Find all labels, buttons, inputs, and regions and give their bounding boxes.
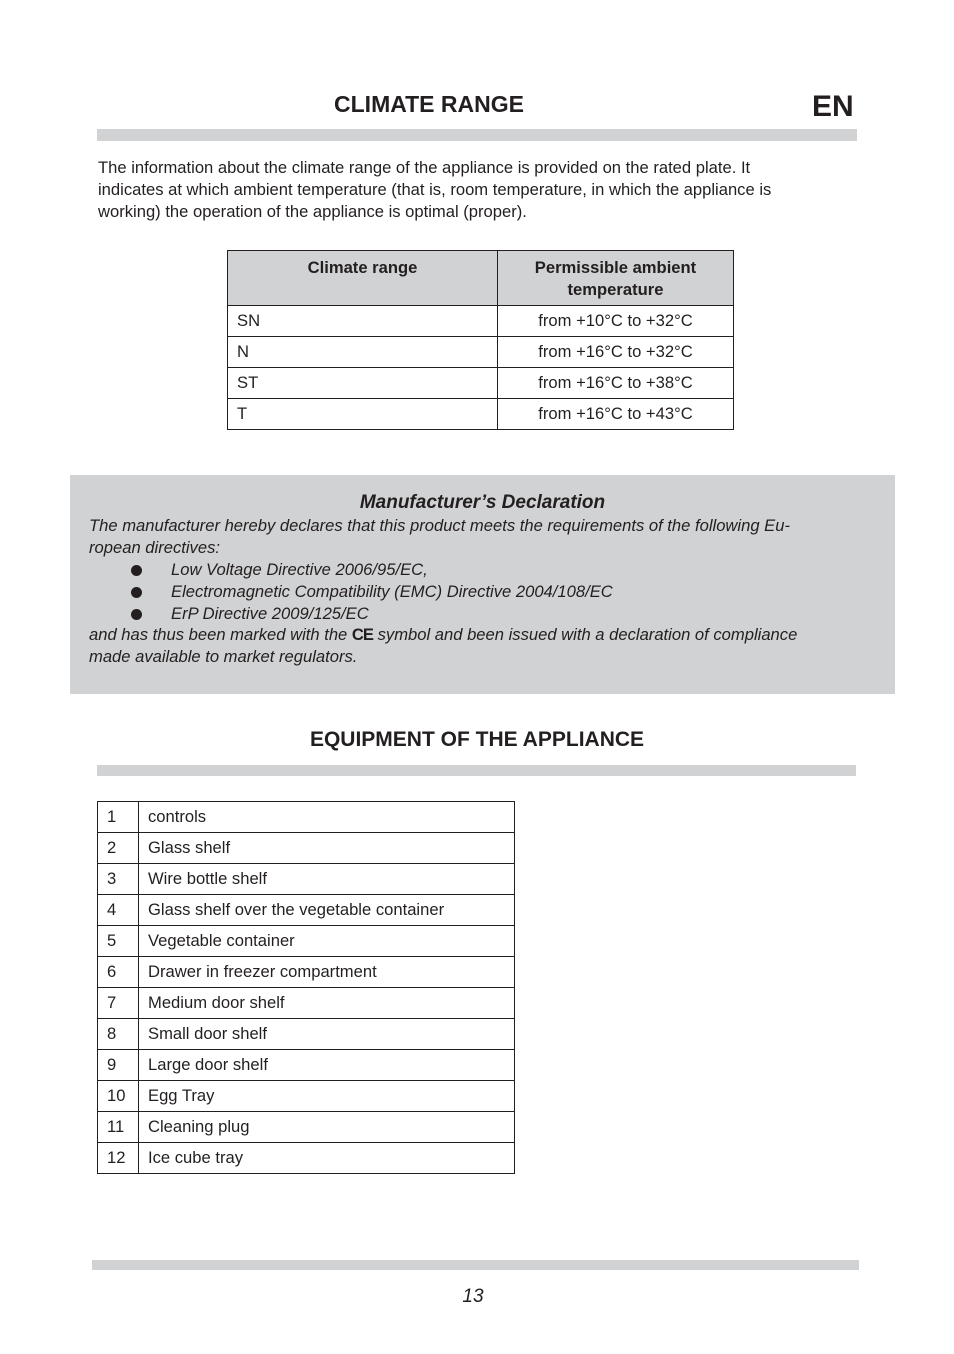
ce-mark-icon: CE <box>351 625 373 644</box>
temperature-cell: from +16°C to +32°C <box>498 337 734 368</box>
temperature-cell: from +16°C to +43°C <box>498 399 734 430</box>
directive-text: Low Voltage Directive 2006/95/EC, <box>171 560 428 579</box>
closing-text-after: symbol and been issued with a declaration of compliance <box>377 625 798 644</box>
section-title-equipment: EQUIPMENT OF THE APPLIANCE <box>309 728 645 751</box>
table-row <box>228 399 734 430</box>
item-number: 10 <box>98 1081 139 1112</box>
table-row <box>98 1143 515 1174</box>
temperature-cell: from +16°C to +38°C <box>498 368 734 399</box>
table-row <box>98 833 515 864</box>
item-number: 5 <box>98 926 139 957</box>
declaration-intro-line: ropean directives: <box>89 538 220 557</box>
table-row <box>98 802 515 833</box>
item-name: Medium door shelf <box>139 988 515 1019</box>
item-number: 6 <box>98 957 139 988</box>
table-header-row <box>228 251 734 306</box>
item-name: Small door shelf <box>139 1019 515 1050</box>
item-number: 11 <box>98 1112 139 1143</box>
item-name: Ice cube tray <box>139 1143 515 1174</box>
table-row <box>98 864 515 895</box>
bullet-icon <box>131 587 142 598</box>
column-header-climate-range: Climate range <box>228 251 498 306</box>
climate-range-table <box>227 250 734 430</box>
table-row <box>98 926 515 957</box>
closing-text-before: and has thus been marked with the <box>89 625 348 644</box>
climate-range-cell: N <box>228 337 498 368</box>
item-name: Vegetable container <box>139 926 515 957</box>
item-number: 7 <box>98 988 139 1019</box>
directive-item <box>171 559 428 581</box>
intro-line: indicates at which ambient temperature (that is, room temperature, in which the appliance is <box>98 180 772 199</box>
column-header-permissible-temperature: Permissible ambient temperature <box>498 251 734 306</box>
equipment-rule <box>97 765 856 776</box>
intro-line: working) the operation of the appliance is optimal (proper). <box>98 202 527 221</box>
bullet-icon <box>131 565 142 576</box>
directive-item <box>171 581 613 603</box>
table-row <box>98 1081 515 1112</box>
table-row <box>98 1019 515 1050</box>
bullet-icon <box>131 609 142 620</box>
declaration-intro-line: The manufacturer hereby declares that this product meets the requirements of the following Eu- <box>89 516 790 535</box>
declaration-intro <box>89 515 874 559</box>
table-row <box>228 306 734 337</box>
equipment-table <box>97 801 515 1174</box>
item-number: 1 <box>98 802 139 833</box>
footer-rule <box>92 1260 859 1270</box>
table-row <box>98 1112 515 1143</box>
directive-text: ErP Directive 2009/125/EC <box>171 604 369 623</box>
page-number: 13 <box>462 1286 484 1307</box>
climate-range-cell: ST <box>228 368 498 399</box>
header-rule <box>97 129 857 141</box>
declaration-title: Manufacturer’s Declaration <box>359 492 606 513</box>
item-number: 3 <box>98 864 139 895</box>
item-name: Glass shelf over the vegetable container <box>139 895 515 926</box>
section-title-climate-range: CLIMATE RANGE <box>334 91 524 117</box>
climate-range-cell: T <box>228 399 498 430</box>
item-number: 9 <box>98 1050 139 1081</box>
language-code: EN <box>812 90 854 123</box>
table-row <box>228 337 734 368</box>
climate-range-cell: SN <box>228 306 498 337</box>
table-row <box>98 1050 515 1081</box>
item-name: Egg Tray <box>139 1081 515 1112</box>
table-row <box>98 895 515 926</box>
declaration-closing-line <box>89 624 874 646</box>
intro-line: The information about the climate range of the appliance is provided on the rated plate. It <box>98 158 751 177</box>
item-name: Cleaning plug <box>139 1112 515 1143</box>
intro-paragraph <box>98 157 858 223</box>
item-name: Wire bottle shelf <box>139 864 515 895</box>
directive-item <box>171 603 369 625</box>
declaration-closing-line: made available to market regulators. <box>89 647 358 666</box>
item-name: Drawer in freezer compartment <box>139 957 515 988</box>
temperature-cell: from +10°C to +32°C <box>498 306 734 337</box>
item-number: 12 <box>98 1143 139 1174</box>
table-row <box>228 368 734 399</box>
manufacturer-declaration-box <box>70 475 895 694</box>
declaration-closing <box>89 624 874 668</box>
table-row <box>98 957 515 988</box>
item-name: controls <box>139 802 515 833</box>
item-number: 4 <box>98 895 139 926</box>
table-row <box>98 988 515 1019</box>
item-name: Large door shelf <box>139 1050 515 1081</box>
item-name: Glass shelf <box>139 833 515 864</box>
directive-text: Electromagnetic Compatibility (EMC) Directive 2004/108/EC <box>171 582 613 601</box>
item-number: 2 <box>98 833 139 864</box>
item-number: 8 <box>98 1019 139 1050</box>
